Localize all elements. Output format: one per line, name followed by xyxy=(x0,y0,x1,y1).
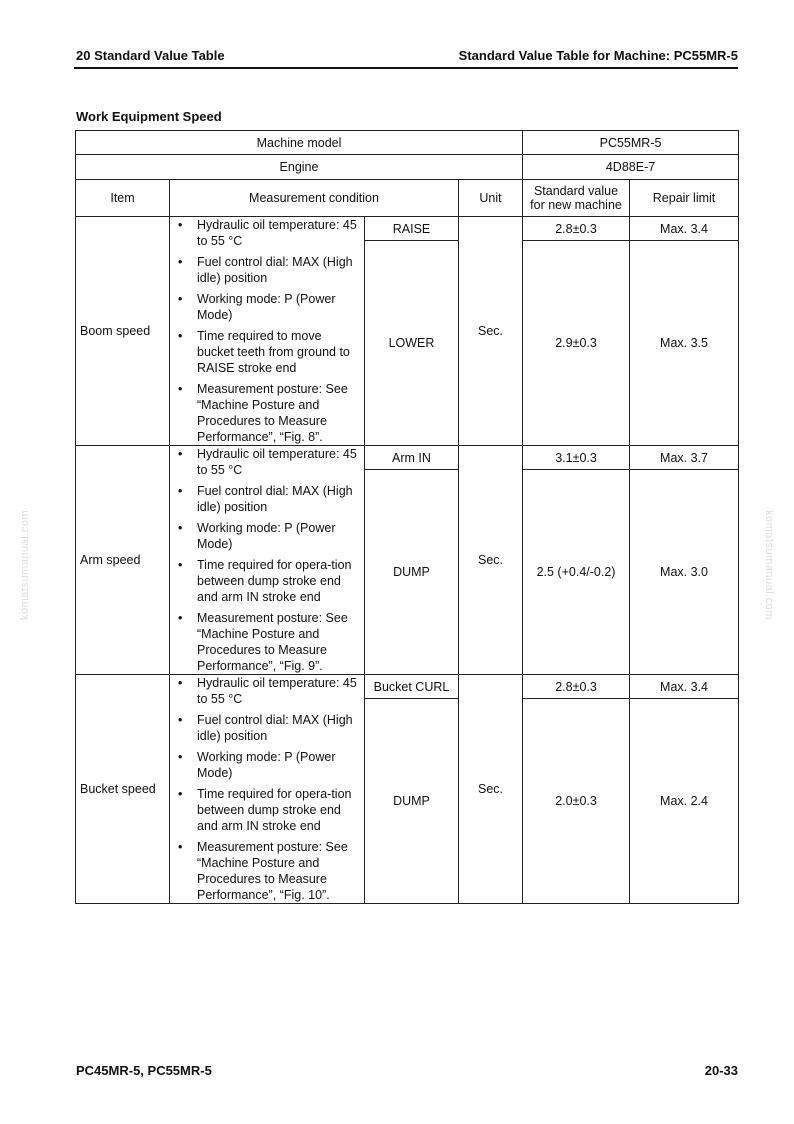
operation-arm-dump: DUMP xyxy=(365,470,459,675)
condition-item: • Time required to move bucket teeth from ground to RAISE stroke end xyxy=(174,328,360,376)
work-equipment-speed-table xyxy=(75,130,739,904)
conditions-boom-speed xyxy=(170,217,365,446)
operation-bucket-curl: Bucket CURL xyxy=(365,675,459,699)
watermark-right: komatsumanual.com xyxy=(763,510,775,620)
machine-model-value: PC55MR-5 xyxy=(523,131,739,155)
column-header-row xyxy=(76,180,739,217)
condition-item: • Measurement posture: See “Machine Posture and Procedures to Measure Performance”, “Fig. 9”. xyxy=(174,610,360,674)
column-header-measurement-condition: Measurement condition xyxy=(170,180,459,217)
watermark-left: komatsumanual.com xyxy=(19,510,31,620)
item-boom-speed: Boom speed xyxy=(76,217,170,446)
condition-item: • Measurement posture: See “Machine Posture and Procedures to Measure Performance”, “Fig. 8”. xyxy=(174,381,360,445)
operation-arm-in: Arm IN xyxy=(365,446,459,470)
condition-item: • Fuel control dial: MAX (High idle) position xyxy=(174,483,360,515)
column-header-standard-value-line2: for new machine xyxy=(530,198,622,212)
condition-item: • Measurement posture: See “Machine Posture and Procedures to Measure Performance”, “Fig. 10”. xyxy=(174,839,360,903)
operation-lower: LOWER xyxy=(365,241,459,446)
column-header-standard-value-line1: Standard value xyxy=(533,184,619,198)
repair-limit-raise: Max. 3.4 xyxy=(630,217,739,241)
condition-item: • Working mode: P (Power Mode) xyxy=(174,749,360,781)
standard-value-raise: 2.8±0.3 xyxy=(523,217,630,241)
engine-value: 4D88E-7 xyxy=(523,155,739,180)
repair-limit-arm-dump: Max. 3.0 xyxy=(630,470,739,675)
table-row xyxy=(76,446,739,470)
footer-page-number: 20-33 xyxy=(704,1063,738,1078)
conditions-arm-speed xyxy=(170,446,365,675)
standard-value-arm-in: 3.1±0.3 xyxy=(523,446,630,470)
item-arm-speed: Arm speed xyxy=(76,446,170,675)
column-header-standard-value xyxy=(523,180,630,217)
conditions-bucket-speed xyxy=(170,675,365,904)
condition-item: • Hydraulic oil temperature: 45 to 55 °C xyxy=(174,446,360,478)
condition-item: • Hydraulic oil temperature: 45 to 55 °C xyxy=(174,217,360,249)
unit-boom-speed: Sec. xyxy=(459,217,523,446)
condition-item: • Time required for opera-tion between dump stroke end and arm IN stroke end xyxy=(174,557,360,605)
header-right-title: Standard Value Table for Machine: PC55MR-5 xyxy=(458,48,738,63)
repair-limit-bucket-curl: Max. 3.4 xyxy=(630,675,739,699)
operation-raise: RAISE xyxy=(365,217,459,241)
condition-item: • Working mode: P (Power Mode) xyxy=(174,520,360,552)
table-row xyxy=(76,675,739,699)
unit-bucket-speed: Sec. xyxy=(459,675,523,904)
table-row xyxy=(76,217,739,241)
condition-item: • Fuel control dial: MAX (High idle) position xyxy=(174,254,360,286)
section-title: Work Equipment Speed xyxy=(76,109,222,124)
column-header-repair-limit: Repair limit xyxy=(630,180,739,217)
column-header-item: Item xyxy=(76,180,170,217)
repair-limit-arm-in: Max. 3.7 xyxy=(630,446,739,470)
engine-row xyxy=(76,155,739,180)
machine-model-label: Machine model xyxy=(76,131,523,155)
engine-label: Engine xyxy=(76,155,523,180)
standard-value-lower: 2.9±0.3 xyxy=(523,241,630,446)
header-rule xyxy=(74,67,738,69)
header-left-title: 20 Standard Value Table xyxy=(76,48,225,63)
footer-models: PC45MR-5, PC55MR-5 xyxy=(76,1063,212,1078)
condition-item: • Hydraulic oil temperature: 45 to 55 °C xyxy=(174,675,360,707)
column-header-unit: Unit xyxy=(459,180,523,217)
repair-limit-lower: Max. 3.5 xyxy=(630,241,739,446)
standard-value-bucket-dump: 2.0±0.3 xyxy=(523,699,630,904)
machine-model-row xyxy=(76,131,739,155)
condition-item: • Time required for opera-tion between dump stroke end and arm IN stroke end xyxy=(174,786,360,834)
condition-item: • Working mode: P (Power Mode) xyxy=(174,291,360,323)
repair-limit-bucket-dump: Max. 2.4 xyxy=(630,699,739,904)
standard-value-arm-dump: 2.5 (+0.4/-0.2) xyxy=(523,470,630,675)
unit-arm-speed: Sec. xyxy=(459,446,523,675)
condition-item: • Fuel control dial: MAX (High idle) position xyxy=(174,712,360,744)
operation-bucket-dump: DUMP xyxy=(365,699,459,904)
standard-value-bucket-curl: 2.8±0.3 xyxy=(523,675,630,699)
item-bucket-speed: Bucket speed xyxy=(76,675,170,904)
